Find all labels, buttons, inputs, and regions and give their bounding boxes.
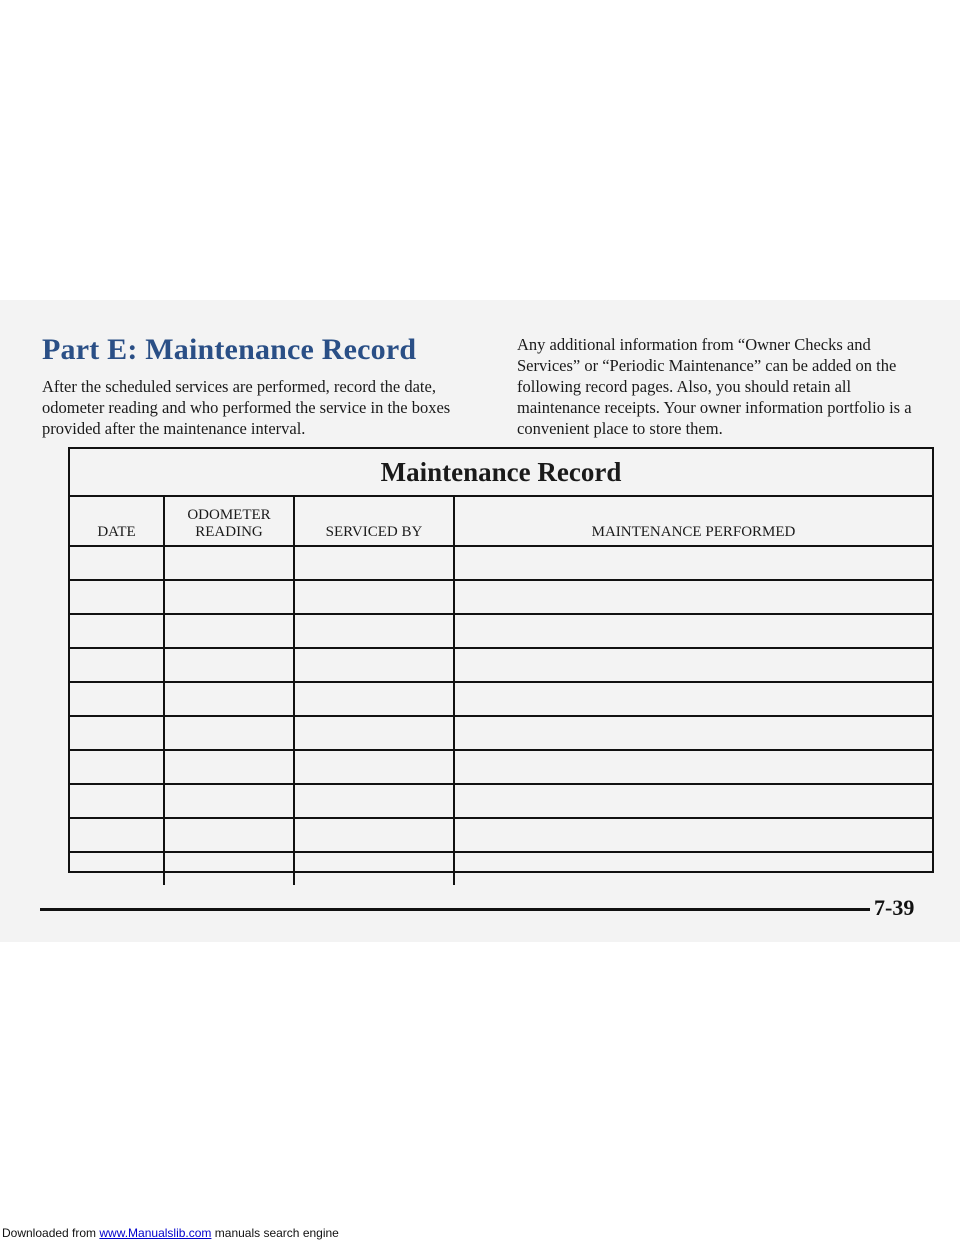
table-row — [70, 614, 932, 648]
table-row — [70, 580, 932, 614]
serviced-by-cell — [294, 818, 454, 852]
record-table-title: Maintenance Record — [70, 449, 932, 497]
odometer-cell — [164, 682, 294, 716]
date-cell — [70, 750, 164, 784]
odometer-cell — [164, 614, 294, 648]
date-cell — [70, 580, 164, 614]
odometer-cell — [164, 750, 294, 784]
column-header-date: DATE — [70, 496, 164, 546]
page-number: 7-39 — [870, 895, 914, 921]
table-row — [70, 682, 932, 716]
maintenance-performed-cell — [454, 682, 932, 716]
odometer-cell — [164, 852, 294, 885]
maintenance-performed-cell — [454, 818, 932, 852]
table-row — [70, 784, 932, 818]
maintenance-performed-cell — [454, 580, 932, 614]
odometer-cell — [164, 716, 294, 750]
serviced-by-cell — [294, 580, 454, 614]
odometer-cell — [164, 580, 294, 614]
serviced-by-cell — [294, 750, 454, 784]
record-table-body — [70, 546, 932, 885]
date-cell — [70, 818, 164, 852]
serviced-by-cell — [294, 716, 454, 750]
date-cell — [70, 546, 164, 580]
manualslib-link[interactable]: www.Manualslib.com — [99, 1226, 212, 1240]
table-header-row — [70, 496, 932, 546]
maintenance-performed-cell — [454, 716, 932, 750]
serviced-by-cell — [294, 852, 454, 885]
section-heading: Part E: Maintenance Record — [42, 333, 417, 366]
date-cell — [70, 784, 164, 818]
odometer-cell — [164, 818, 294, 852]
serviced-by-cell — [294, 614, 454, 648]
maintenance-performed-cell — [454, 852, 932, 885]
date-cell — [70, 716, 164, 750]
serviced-by-cell — [294, 784, 454, 818]
maintenance-performed-cell — [454, 546, 932, 580]
odometer-cell — [164, 546, 294, 580]
footer-prefix: Downloaded from — [2, 1226, 100, 1240]
odometer-cell — [164, 648, 294, 682]
column-header-maintenance-performed: MAINTENANCE PERFORMED — [454, 496, 932, 546]
maintenance-record-table — [70, 495, 932, 885]
serviced-by-cell — [294, 648, 454, 682]
serviced-by-cell — [294, 546, 454, 580]
table-row — [70, 750, 932, 784]
date-cell — [70, 648, 164, 682]
date-cell — [70, 682, 164, 716]
table-row — [70, 852, 932, 885]
maintenance-performed-cell — [454, 648, 932, 682]
maintenance-record-form — [68, 447, 934, 873]
table-row — [70, 818, 932, 852]
odometer-cell — [164, 784, 294, 818]
column-header-odometer: ODOMETER READING — [164, 496, 294, 546]
serviced-by-cell — [294, 682, 454, 716]
intro-paragraph-right: Any additional information from “Owner Checks and Services” or “Periodic Maintenance” can be added on the following record pages. Also, you should retain all maintenance receipts. Your owner information portfolio is a convenient place to store them. — [517, 335, 912, 438]
maintenance-performed-cell — [454, 750, 932, 784]
maintenance-performed-cell — [454, 784, 932, 818]
table-row — [70, 716, 932, 750]
maintenance-performed-cell — [454, 614, 932, 648]
column-header-serviced-by: SERVICED BY — [294, 496, 454, 546]
table-row — [70, 648, 932, 682]
date-cell — [70, 614, 164, 648]
table-row — [70, 546, 932, 580]
download-footer — [2, 1226, 339, 1240]
intro-paragraph-left: After the scheduled services are performed, record the date, odometer reading and who performed the service in the boxes provided after the maintenance interval. — [42, 377, 451, 438]
footer-suffix: manuals search engine — [211, 1226, 339, 1240]
date-cell — [70, 852, 164, 885]
bottom-rule — [40, 908, 900, 911]
